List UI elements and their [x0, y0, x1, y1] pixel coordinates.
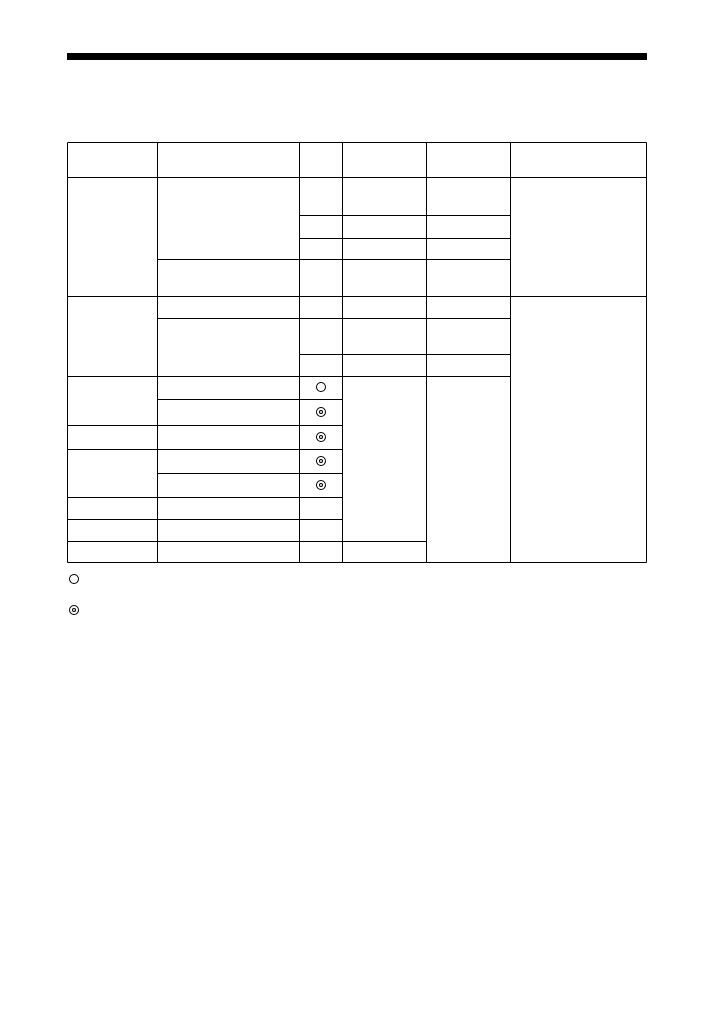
double-circle-icon — [316, 432, 326, 442]
double-circle-icon — [316, 456, 326, 466]
legend-double-circle-icon — [69, 605, 79, 615]
double-circle-icon — [316, 480, 326, 490]
double-circle-icon — [316, 407, 326, 417]
legend-open-circle-icon — [69, 574, 79, 584]
open-circle-icon — [316, 382, 326, 392]
